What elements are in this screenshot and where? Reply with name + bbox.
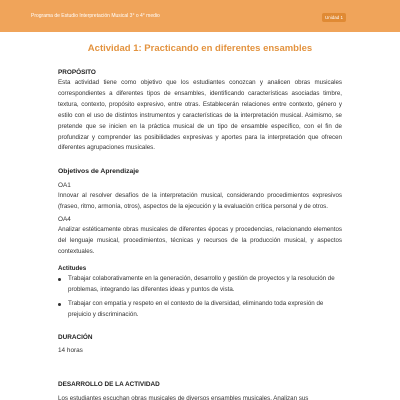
- desarrollo-heading: DESARROLLO DE LA ACTIVIDAD: [58, 381, 160, 388]
- unit-badge: Unidad 1: [322, 13, 346, 22]
- objetivos-heading: Objetivos de Aprendizaje: [58, 168, 139, 175]
- list-item: Trabajar colaborativamente en la generación, desarrollo y gestión de proyectos y la resolución de problemas, integrando las diferentes ideas y puntos de vista.: [58, 274, 346, 296]
- oa1-text: Innovar al resolver desafíos de la interpretación musical, considerando procedimientos expresivos (fraseo, ritmo, armonía, otros), aspectos de la ejecución y la evaluación crítica personal y de otros.: [58, 192, 342, 210]
- proposito-heading: PROPÓSITO: [58, 69, 96, 76]
- duracion-heading: DURACIÓN: [58, 334, 93, 341]
- desarrollo-text: Los estudiantes escuchan obras musicales de diversos ensambles musicales. Analizan sus: [58, 395, 309, 400]
- activity-title: Actividad 1: Practicando en diferentes ensambles: [87, 43, 313, 54]
- oa4-text: Analizar estéticamente obras musicales de diferentes épocas y procedencias, relacionando elementos del lenguaje musical, procedimientos, técnicas y recursos de la producción musical, y aspectos contextuales.: [58, 226, 342, 255]
- duracion-value: 14 horas: [58, 347, 83, 354]
- actitudes-heading: Actitudes: [58, 265, 87, 272]
- bullet-icon: [58, 303, 61, 306]
- proposito-text: Esta actividad tiene como objetivo que los estudiantes conozcan y analicen obras musicales correspondientes a diferentes tipos de ensambles, identificando características asociadas timbre, textura, contexto, propósito expresivo, entre otras. Establecerán relaciones entre contexto, género y estilo con el uso de distintos instrumentos y características de la interpretación musical. Asimismo, se pretende que se inicien en la práctica musical de un tipo de ensamble específico, con el fin de profundizar y comprender las posibilidades expresivas y aportes para la interpretación que ofrecen diferentes agrupaciones musicales.: [58, 79, 342, 152]
- page-header: [0, 0, 400, 32]
- program-title: Programa de Estudio Interpretación Musical 3° o 4° medio: [31, 13, 160, 19]
- oa1-code: OA1: [58, 182, 71, 189]
- bullet-icon: [58, 278, 61, 281]
- oa4-code: OA4: [58, 216, 71, 223]
- list-item: Trabajar con empatía y respeto en el contexto de la diversidad, eliminando toda expresión de prejuicio y discriminación.: [58, 299, 346, 321]
- actitudes-list: [58, 274, 346, 324]
